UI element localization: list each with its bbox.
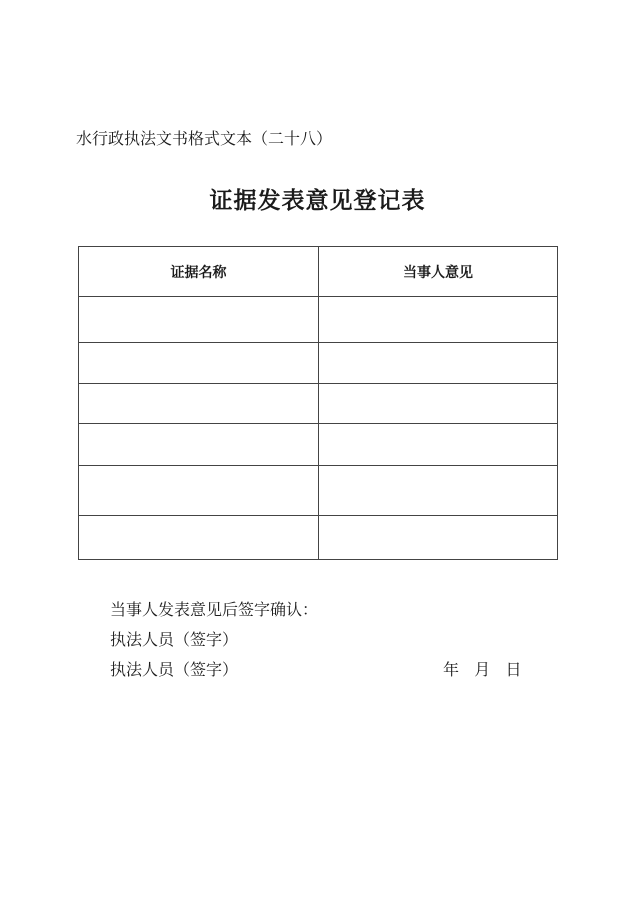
party-opinion-cell [319, 384, 558, 424]
officer-signature-line-1: 执法人员（签字） [110, 630, 239, 649]
table-row [79, 343, 558, 384]
table-row [79, 384, 558, 424]
evidence-name-cell [79, 384, 319, 424]
page-title: 证据发表意见登记表 [209, 188, 426, 214]
table-row [79, 466, 558, 516]
column-header-party-opinion: 当事人意见 [319, 247, 558, 297]
document-series-label: 水行政执法文书格式文本（二十八） [76, 129, 333, 148]
party-opinion-cell [319, 343, 558, 384]
party-opinion-cell [319, 516, 558, 560]
party-opinion-cell [319, 466, 558, 516]
party-opinion-cell [319, 297, 558, 343]
table-header-row [79, 247, 558, 297]
date-label: 年 月 日 [443, 660, 522, 679]
party-opinion-cell [319, 424, 558, 466]
table-row [79, 516, 558, 560]
officer-signature-line-2: 执法人员（签字） [110, 660, 239, 679]
evidence-opinion-table [78, 246, 558, 560]
evidence-name-cell [79, 516, 319, 560]
evidence-name-cell [79, 424, 319, 466]
evidence-name-cell [79, 297, 319, 343]
party-confirm-label: 当事人发表意见后签字确认： [110, 600, 319, 619]
evidence-name-cell [79, 466, 319, 516]
table-row [79, 297, 558, 343]
column-header-evidence-name: 证据名称 [79, 247, 319, 297]
evidence-name-cell [79, 343, 319, 384]
table-row [79, 424, 558, 466]
